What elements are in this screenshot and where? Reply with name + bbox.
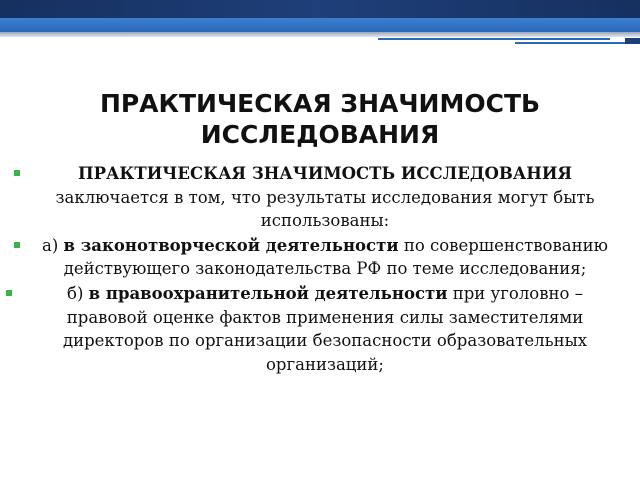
item-text: заключается в том, что результаты исследования могут быть использованы: [55, 187, 595, 231]
header-accent-line [378, 38, 610, 40]
header-band-top [0, 0, 640, 18]
item-lead-text: ПРАКТИЧЕСКАЯ ЗНАЧИМОСТЬ ИССЛЕДОВАНИЯ [78, 164, 572, 183]
header-band-blue [0, 18, 640, 32]
square-bullet-icon [14, 242, 20, 248]
header-band-shadow [0, 32, 640, 37]
bullet-list [40, 162, 610, 377]
item-emphasis: в законотворческой деятельности [63, 235, 399, 255]
header-accent-block [625, 38, 640, 44]
list-item [40, 234, 610, 281]
item-prefix: а) [42, 235, 64, 255]
item-prefix: б) [67, 283, 89, 303]
slide-title: ПРАКТИЧЕСКАЯ ЗНАЧИМОСТЬ ИССЛЕДОВАНИЯ [99, 89, 541, 149]
item-text: по совершенствованию действующего законодательства РФ по теме исследования; [63, 235, 608, 279]
header-accent-line [515, 42, 640, 44]
square-bullet-icon [14, 170, 20, 176]
list-item [40, 282, 610, 376]
item-text: при уголовно – правовой оценке фактов применения силы заместителями директоров по организации безопасности образовательных организаций; [62, 283, 588, 374]
item-emphasis: в правоохранительной деятельности [88, 283, 448, 303]
list-item [40, 162, 610, 233]
square-bullet-icon [6, 290, 12, 296]
